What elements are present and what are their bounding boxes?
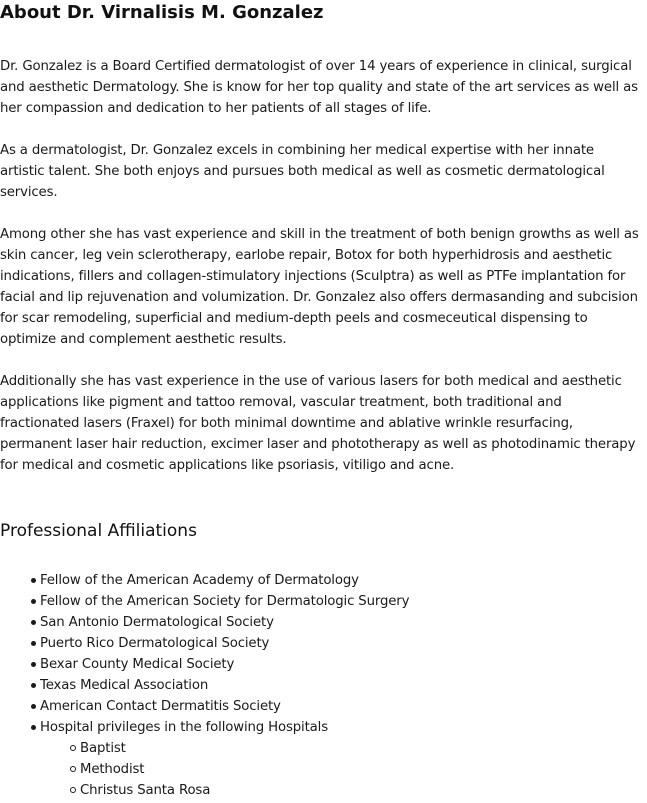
list-item: Texas Medical Association	[0, 675, 409, 696]
list-item: Bexar County Medical Society	[0, 654, 409, 675]
hospital-item: Baptist	[40, 738, 409, 759]
hospitals-list	[40, 738, 409, 801]
list-item-label: Hospital privileges in the following Hospitals	[40, 720, 328, 735]
about-paragraph-4: Additionally she has vast experience in the use of various lasers for both medical and aesthetic applications like pigment and tattoo removal, vascular treatment, both traditional and fractionated lasers (Fraxel) for both minimal downtime and ablative wrinkle resurfacing, permanent laser hair reduction, excimer laser and phototherapy as well as photodinamic therapy for medical and cosmetic applications like psoriasis, vitiligo and acne.	[0, 374, 636, 473]
list-item: Fellow of the American Academy of Dermatology	[0, 570, 409, 591]
about-paragraph-1: Dr. Gonzalez is a Board Certified dermatologist of over 14 years of experience in clinical, surgical and aesthetic Dermatology. She is know for her top quality and state of the art services as well as her compassion and dedication to her patients of all stages of life.	[0, 59, 638, 116]
about-paragraph-3: Among other she has vast experience and skill in the treatment of both benign growths as well as skin cancer, leg vein sclerotherapy, earlobe repair, Botox for both hyperhidrosis and aesthetic indications, fillers and collagen-stimulatory injections (Sculptra) as well as PTFe implantation for facial and lip rejuvenation and volumization. Dr. Gonzalez also offers dermasanding and subcision for scar remodeling, superficial and medium-depth peels and cosmeceutical dispensing to optimize and complement aesthetic results.	[0, 227, 639, 347]
list-item: Puerto Rico Dermatological Society	[0, 633, 409, 654]
list-item-hospital-privileges	[0, 717, 409, 801]
list-item: San Antonio Dermatological Society	[0, 612, 409, 633]
about-paragraph-2: As a dermatologist, Dr. Gonzalez excels in combining her medical expertise with her innate artistic talent. She both enjoys and pursues both medical as well as cosmetic dermatological services.	[0, 143, 605, 200]
list-item: American Contact Dermatitis Society	[0, 696, 409, 717]
affiliations-heading: Professional Affiliations	[0, 521, 197, 541]
hospital-item: Christus Santa Rosa	[40, 780, 409, 801]
affiliations-list	[0, 570, 409, 801]
about-heading: About Dr. Virnalisis M. Gonzalez	[0, 2, 324, 23]
hospital-item: Methodist	[40, 759, 409, 780]
list-item: Fellow of the American Society for Dermatologic Surgery	[0, 591, 409, 612]
